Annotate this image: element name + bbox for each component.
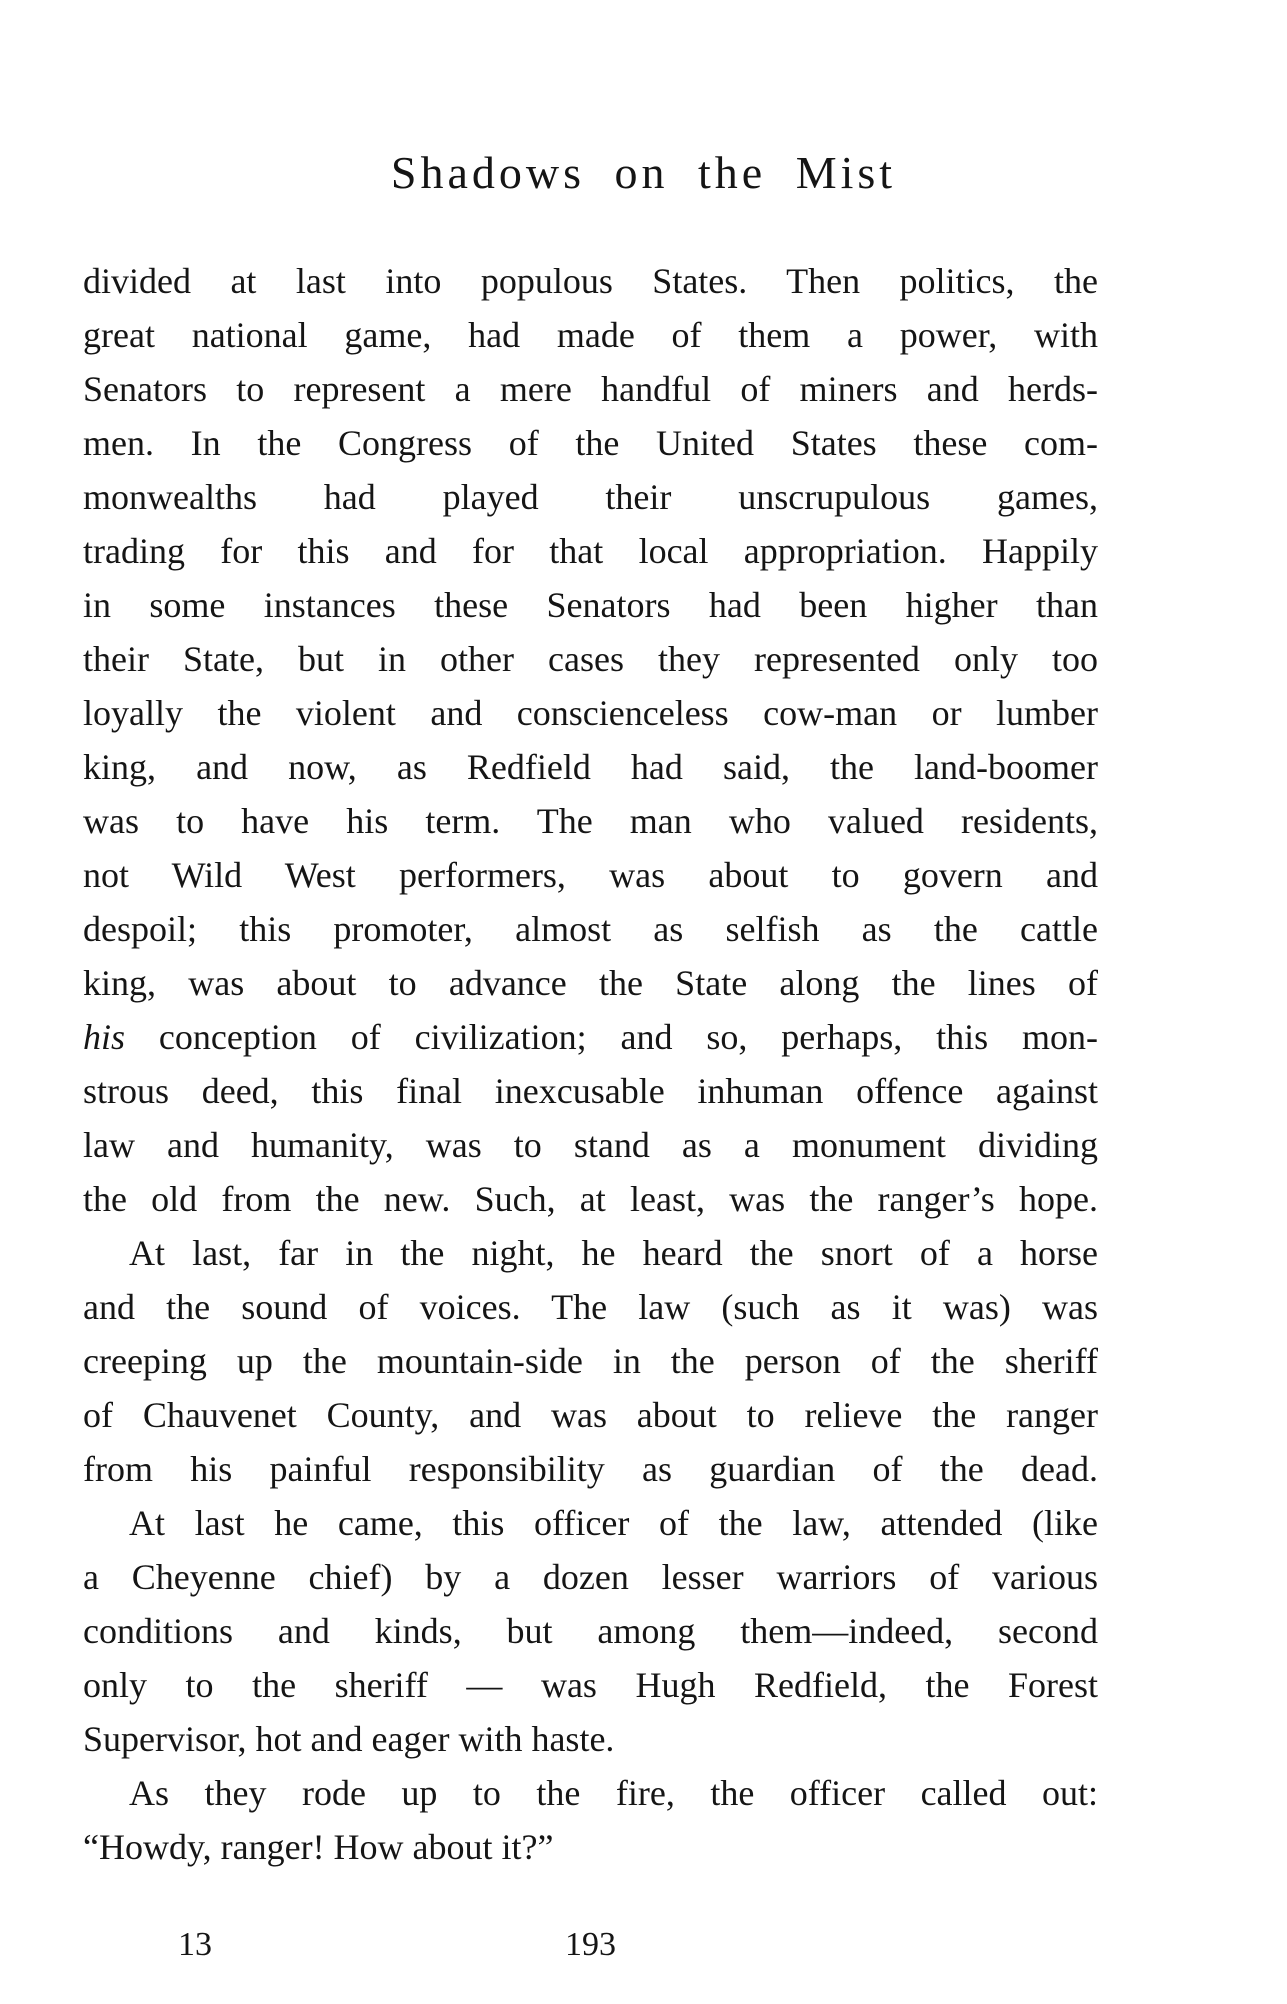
text-line: At last, far in the night, he heard the snort of a horse bbox=[129, 1233, 1098, 1273]
paragraph bbox=[83, 1226, 1098, 1496]
text-line bbox=[83, 1010, 1098, 1064]
page-footer bbox=[0, 1926, 1287, 1976]
text-line: “Howdy, ranger! How about it?” bbox=[83, 1827, 554, 1867]
text-line: divided at last into populous States. Then politics, the bbox=[83, 261, 1098, 301]
text-line: Supervisor, hot and eager with haste. bbox=[83, 1719, 615, 1759]
text-line: not Wild West performers, was about to govern and bbox=[83, 855, 1098, 895]
text-line: loyally the violent and conscienceless cow-man or lumber bbox=[83, 693, 1098, 733]
italic-word: his bbox=[83, 1017, 126, 1057]
text-line: and the sound of voices. The law (such as it was) was bbox=[83, 1287, 1098, 1327]
text-line: of Chauvenet County, and was about to relieve the ranger bbox=[83, 1395, 1098, 1435]
text-line: despoil; this promoter, almost as selfish as the cattle bbox=[83, 909, 1098, 949]
signature-mark: 13 bbox=[178, 1926, 212, 1963]
text-line: in some instances these Senators had been higher than bbox=[83, 585, 1098, 625]
text-line: great national game, had made of them a power, with bbox=[83, 315, 1098, 355]
text-line: men. In the Congress of the United States these com- bbox=[83, 423, 1098, 463]
text-line: monwealths had played their unscrupulous games, bbox=[83, 477, 1098, 517]
body-text bbox=[83, 254, 1098, 1874]
page-number: 193 bbox=[565, 1926, 616, 1963]
text-line: trading for this and for that local appropriation. Happily bbox=[83, 531, 1098, 571]
text-line: creeping up the mountain-side in the person of the sheriff bbox=[83, 1341, 1098, 1381]
text-line: was to have his term. The man who valued residents, bbox=[83, 801, 1098, 841]
text-line: their State, but in other cases they represented only too bbox=[83, 639, 1098, 679]
text-line: a Cheyenne chief) by a dozen lesser warriors of various bbox=[83, 1557, 1098, 1597]
text-line: the old from the new. Such, at least, was the ranger’s hope. bbox=[83, 1179, 1098, 1219]
text-line-rest: conception of civilization; and so, perhaps, this mon- bbox=[125, 1017, 1098, 1057]
text-line: conditions and kinds, but among them—indeed, second bbox=[83, 1611, 1098, 1651]
text-line: law and humanity, was to stand as a monument dividing bbox=[83, 1125, 1098, 1165]
paragraph bbox=[83, 254, 1098, 1226]
paragraph bbox=[83, 1766, 1098, 1874]
text-line: At last he came, this officer of the law, attended (like bbox=[129, 1503, 1098, 1543]
text-line: strous deed, this final inexcusable inhuman offence against bbox=[83, 1071, 1098, 1111]
paragraph bbox=[83, 1496, 1098, 1766]
text-line: only to the sheriff — was Hugh Redfield, the Forest bbox=[83, 1665, 1098, 1705]
running-head-title: Shadows on the Mist bbox=[390, 147, 897, 198]
text-line: king, was about to advance the State along the lines of bbox=[83, 963, 1098, 1003]
text-line: Senators to represent a mere handful of miners and herds- bbox=[83, 369, 1098, 409]
text-line: king, and now, as Redfield had said, the land-boomer bbox=[83, 747, 1098, 787]
text-line: As they rode up to the fire, the officer called out: bbox=[129, 1773, 1098, 1813]
text-line: from his painful responsibility as guardian of the dead. bbox=[83, 1449, 1098, 1489]
